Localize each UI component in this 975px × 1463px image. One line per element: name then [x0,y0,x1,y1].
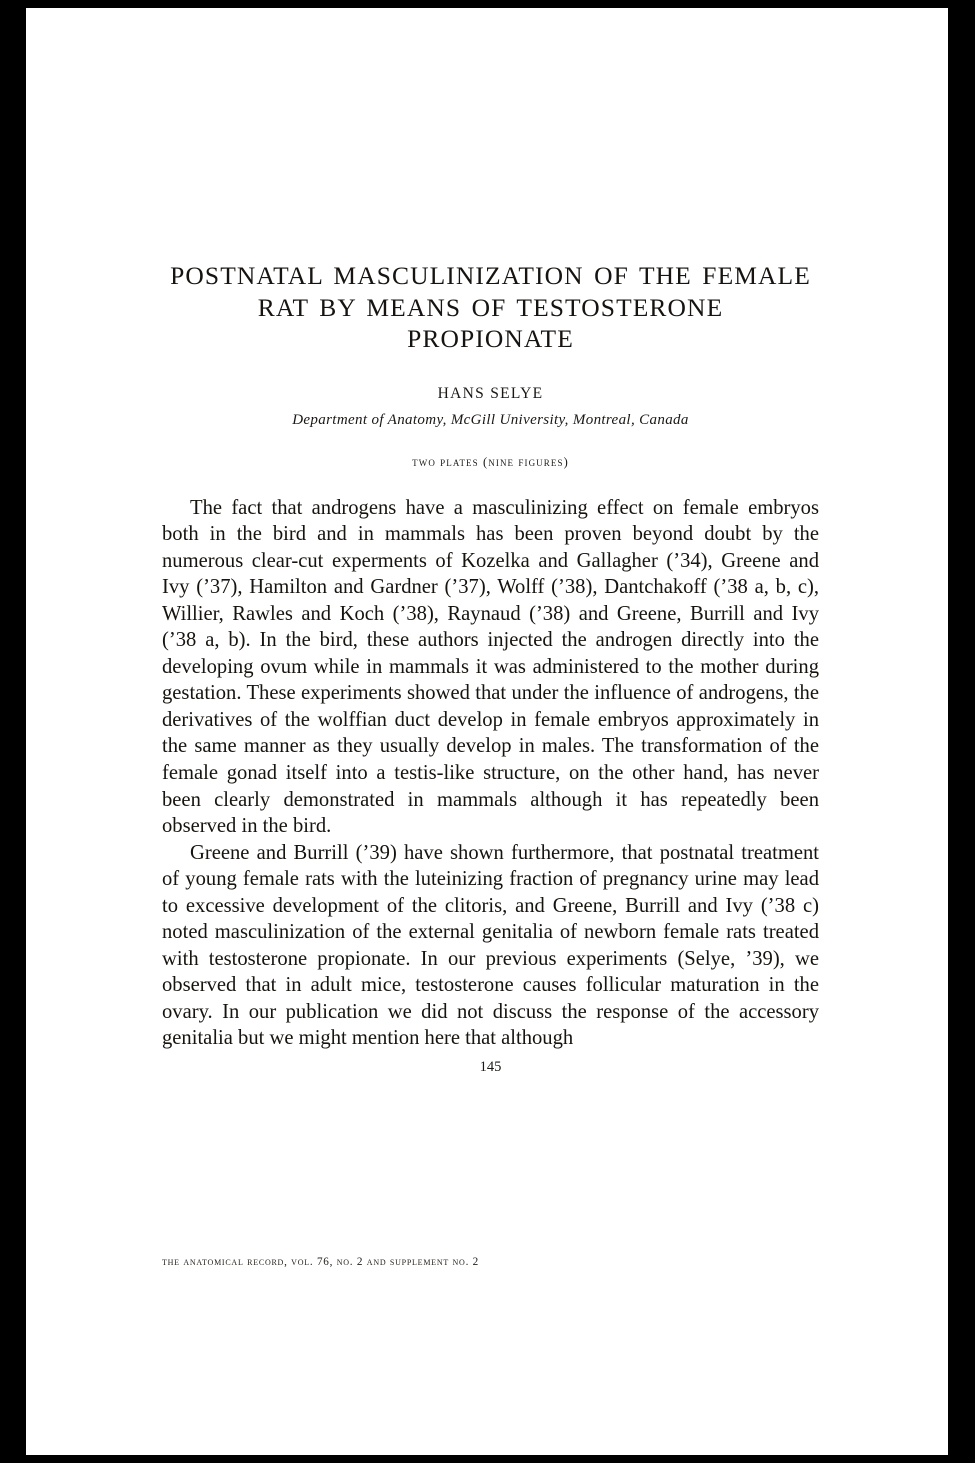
text-column [162,8,819,1455]
page-title [162,8,819,355]
page-number: 145 [479,1058,502,1075]
author-affiliation: Department of Anatomy, McGill University, Montreal, Canada [292,411,689,428]
title-line-2: RAT BY MEANS OF TESTOSTERONE [257,292,724,322]
page-sheet [26,8,948,1455]
author-name: HANS SELYE [437,384,544,402]
title-line-3: PROPIONATE [407,324,574,353]
body-paragraph-1: The fact that androgens have a masculinizing effect on female embryos both in the bird and in mammals has been proven beyond doubt by the numerous clear-cut experments of Kozelka and Gallagher (’34), Greene and Ivy (’37), Hamilton and Gardner (’37), Wolff (’38), Dantchakoff (’38 a, b, c), Willier, Rawles and Koch (’38), Raynaud (’38) and Greene, Burrill and Ivy (’38 a, b). In the bird, these authors injected the androgen directly into the developing ovum while in mammals it was administered to the mother during gestation. These experiments showed that under the influence of androgens, the derivatives of the wolffian duct develop in female embryos approximately in the same manner as they usually develop in males. The transformation of the female gonad itself into a testis-like structure, on the other hand, has never been clearly demonstrated in mammals although it has repeatedly been observed in the bird. [162,496,819,838]
plate-note: two plates (nine figures) [412,454,569,469]
body-paragraph-2: Greene and Burrill (’39) have shown furthermore, that postnatal treatment of young female rats with the luteinizing fraction of pregnancy urine may lead to excessive development of the clitoris, and Greene, Burrill and Ivy (’38 c) noted masculinization of the external genitalia of newborn female rats treated with testosterone propionate. In our previous experiments (Selye, ’39), we observed that in adult mice, testosterone causes follicular maturation in the ovary. In our publication we did not discuss the response of the accessory genitalia but we might mention here that although [162,841,819,1050]
journal-footer-line: the anatomical record, vol. 76, no. 2 and supplement no. 2 [162,1256,480,1268]
title-line-1: POSTNATAL MASCULINIZATION OF THE FEMALE [170,261,811,290]
body-copy [162,470,819,1052]
